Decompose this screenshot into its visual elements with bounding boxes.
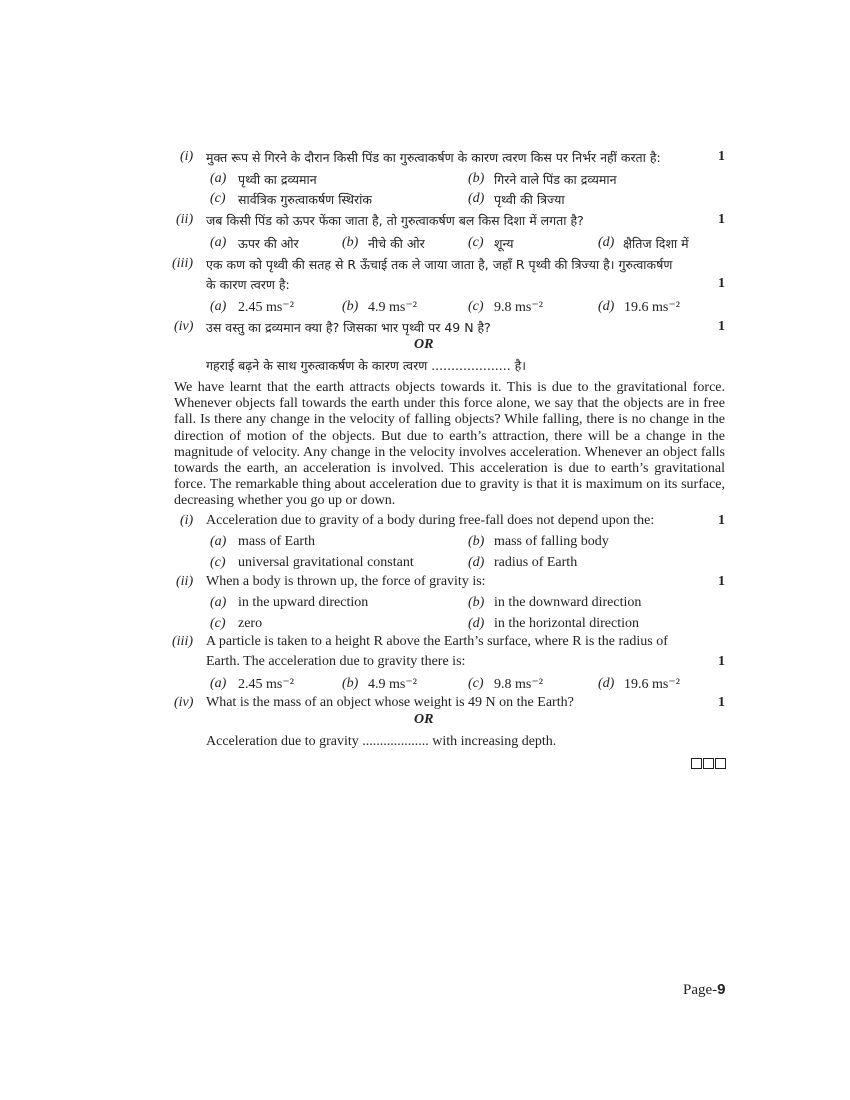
square-icon	[715, 758, 726, 769]
hi-q3-opt-c: 9.8 ms⁻²	[494, 300, 543, 315]
hi-q3-opt-a: 2.45 ms⁻²	[238, 300, 294, 315]
hi-or-text: गहराई बढ़ने के साथ गुरुत्वाकर्षण के कारण त्वरण .................... है।	[206, 358, 527, 373]
en-q1-opt-c: universal gravitational constant	[238, 555, 414, 570]
en-q3-opt-c-label: (c)	[468, 676, 484, 691]
hi-q2-opt-a: ऊपर की ओर	[238, 236, 299, 251]
hi-q2-opt-c: शून्य	[494, 236, 514, 251]
hi-q2-opt-d: क्षैतिज दिशा में	[623, 236, 689, 251]
en-q3-opt-b: 4.9 ms⁻²	[368, 677, 417, 692]
en-q2-opt-a: in the upward direction	[238, 595, 369, 610]
hi-q2-opt-b-label: (b)	[342, 235, 359, 250]
en-q1-opt-d-label: (d)	[468, 555, 485, 570]
hi-or: OR	[414, 337, 434, 352]
hi-q3-opt-d-label: (d)	[598, 299, 615, 314]
en-q2-opt-b: in the downward direction	[494, 595, 642, 610]
hi-q3-number: (iii)	[172, 256, 193, 271]
en-q1-mark: 1	[718, 513, 725, 528]
hi-q2-opt-c-label: (c)	[468, 235, 484, 250]
en-q1-opt-b-label: (b)	[468, 534, 485, 549]
page-label: Page-	[683, 982, 718, 998]
hi-q3-line2: के कारण त्वरण है:	[206, 277, 290, 292]
hi-q3-opt-b-label: (b)	[342, 299, 359, 314]
en-q1-number: (i)	[180, 513, 194, 528]
en-q1-opt-a: mass of Earth	[238, 534, 315, 549]
en-or-text: Acceleration due to gravity ................... with increasing depth.	[206, 734, 557, 749]
en-q2-opt-d: in the horizontal direction	[494, 616, 640, 631]
en-q4-number: (iv)	[174, 695, 194, 710]
en-q4-mark: 1	[718, 695, 725, 710]
en-q3-opt-c: 9.8 ms⁻²	[494, 677, 543, 692]
en-q2-opt-b-label: (b)	[468, 595, 485, 610]
en-or: OR	[414, 712, 434, 727]
en-q2-opt-a-label: (a)	[210, 595, 227, 610]
hi-q4-mark: 1	[718, 319, 725, 334]
hi-q1-opt-d-label: (d)	[468, 191, 485, 206]
hi-q3-mark: 1	[718, 276, 725, 291]
hi-q1-opt-b-label: (b)	[468, 171, 485, 186]
en-q3-line1: A particle is taken to a height R above the Earth’s surface, where R is the radius of	[206, 634, 668, 649]
en-q2-text: When a body is thrown up, the force of gravity is:	[206, 574, 486, 589]
end-marker-squares	[690, 754, 726, 773]
en-q3-opt-d: 19.6 ms⁻²	[624, 677, 680, 692]
hi-q1-number: (i)	[180, 149, 194, 164]
en-q2-opt-c-label: (c)	[210, 616, 226, 631]
hi-q1-opt-a-label: (a)	[210, 171, 227, 186]
hi-q3-opt-a-label: (a)	[210, 299, 227, 314]
passage: We have learnt that the earth attracts objects towards it. This is due to the gravitational force. Whenever objects fall towards the earth under this force alone, we say that the objects are in free fall. Is there any change in the velocity of falling objects? While falling, there is no change in the direction of motion of the objects. But due to earth’s attraction, there will be a change in the magnitude of velocity. Any change in the velocity involves acceleration. Whenever an object falls towards the earth, an acceleration is involved. This acceleration is due to earth’s gravitational force. The remarkable thing about acceleration due to gravity is that it is maximum on its surface, decreasing whether you go up or down.	[174, 380, 725, 509]
en-q1-opt-c-label: (c)	[210, 555, 226, 570]
en-q1-opt-b: mass of falling body	[494, 534, 609, 549]
page-number	[683, 981, 726, 999]
en-q3-opt-a-label: (a)	[210, 676, 227, 691]
en-q3-line2: Earth. The acceleration due to gravity there is:	[206, 654, 466, 669]
en-q4-text: What is the mass of an object whose weight is 49 N on the Earth?	[206, 695, 574, 710]
hi-q4-text: उस वस्तु का द्रव्यमान क्या है? जिसका भार पृथ्वी पर 49 N है?	[206, 320, 491, 335]
hi-q3-opt-c-label: (c)	[468, 299, 484, 314]
en-q2-opt-d-label: (d)	[468, 616, 485, 631]
en-q1-opt-d: radius of Earth	[494, 555, 578, 570]
en-q2-mark: 1	[718, 574, 725, 589]
hi-q1-opt-a: पृथ्वी का द्रव्यमान	[238, 172, 317, 187]
hi-q1-opt-b: गिरने वाले पिंड का द्रव्यमान	[494, 172, 617, 187]
hi-q1-opt-d: पृथ्वी की त्रिज्या	[494, 192, 565, 207]
hi-q2-text: जब किसी पिंड को ऊपर फेंका जाता है, तो गुरुत्वाकर्षण बल किस दिशा में लगता है?	[206, 213, 584, 228]
hi-q1-opt-c: सार्वत्रिक गुरुत्वाकर्षण स्थिरांक	[238, 192, 372, 207]
hi-q4-number: (iv)	[174, 319, 194, 334]
hi-q3-line1: एक कण को पृथ्वी की सतह से R ऊँचाई तक ले जाया जाता है, जहाँ R पृथ्वी की त्रिज्या है। गुरुत्वाकर्षण	[206, 257, 673, 272]
en-q2-number: (ii)	[176, 574, 194, 589]
en-q3-number: (iii)	[172, 634, 193, 649]
square-icon	[691, 758, 702, 769]
hi-q3-opt-d: 19.6 ms⁻²	[624, 300, 680, 315]
hi-q2-opt-d-label: (d)	[598, 235, 615, 250]
en-q3-mark: 1	[718, 654, 725, 669]
hi-q3-opt-b: 4.9 ms⁻²	[368, 300, 417, 315]
hi-q2-opt-b: नीचे की ओर	[368, 236, 425, 251]
en-q3-opt-a: 2.45 ms⁻²	[238, 677, 294, 692]
en-q3-opt-d-label: (d)	[598, 676, 615, 691]
hi-q2-number: (ii)	[176, 212, 194, 227]
en-q2-opt-c: zero	[238, 616, 263, 631]
hi-q1-text: मुक्त रूप से गिरने के दौरान किसी पिंड का गुरुत्वाकर्षण के कारण त्वरण किस पर निर्भर नहीं करता है:	[206, 150, 661, 165]
hi-q2-opt-a-label: (a)	[210, 235, 227, 250]
square-icon	[703, 758, 714, 769]
en-q3-opt-b-label: (b)	[342, 676, 359, 691]
en-q1-text: Acceleration due to gravity of a body during free-fall does not depend upon the:	[206, 513, 655, 528]
hi-q1-mark: 1	[718, 149, 725, 164]
page-number-value: 9	[717, 981, 726, 998]
hi-q2-mark: 1	[718, 212, 725, 227]
hi-q1-opt-c-label: (c)	[210, 191, 226, 206]
en-q1-opt-a-label: (a)	[210, 534, 227, 549]
